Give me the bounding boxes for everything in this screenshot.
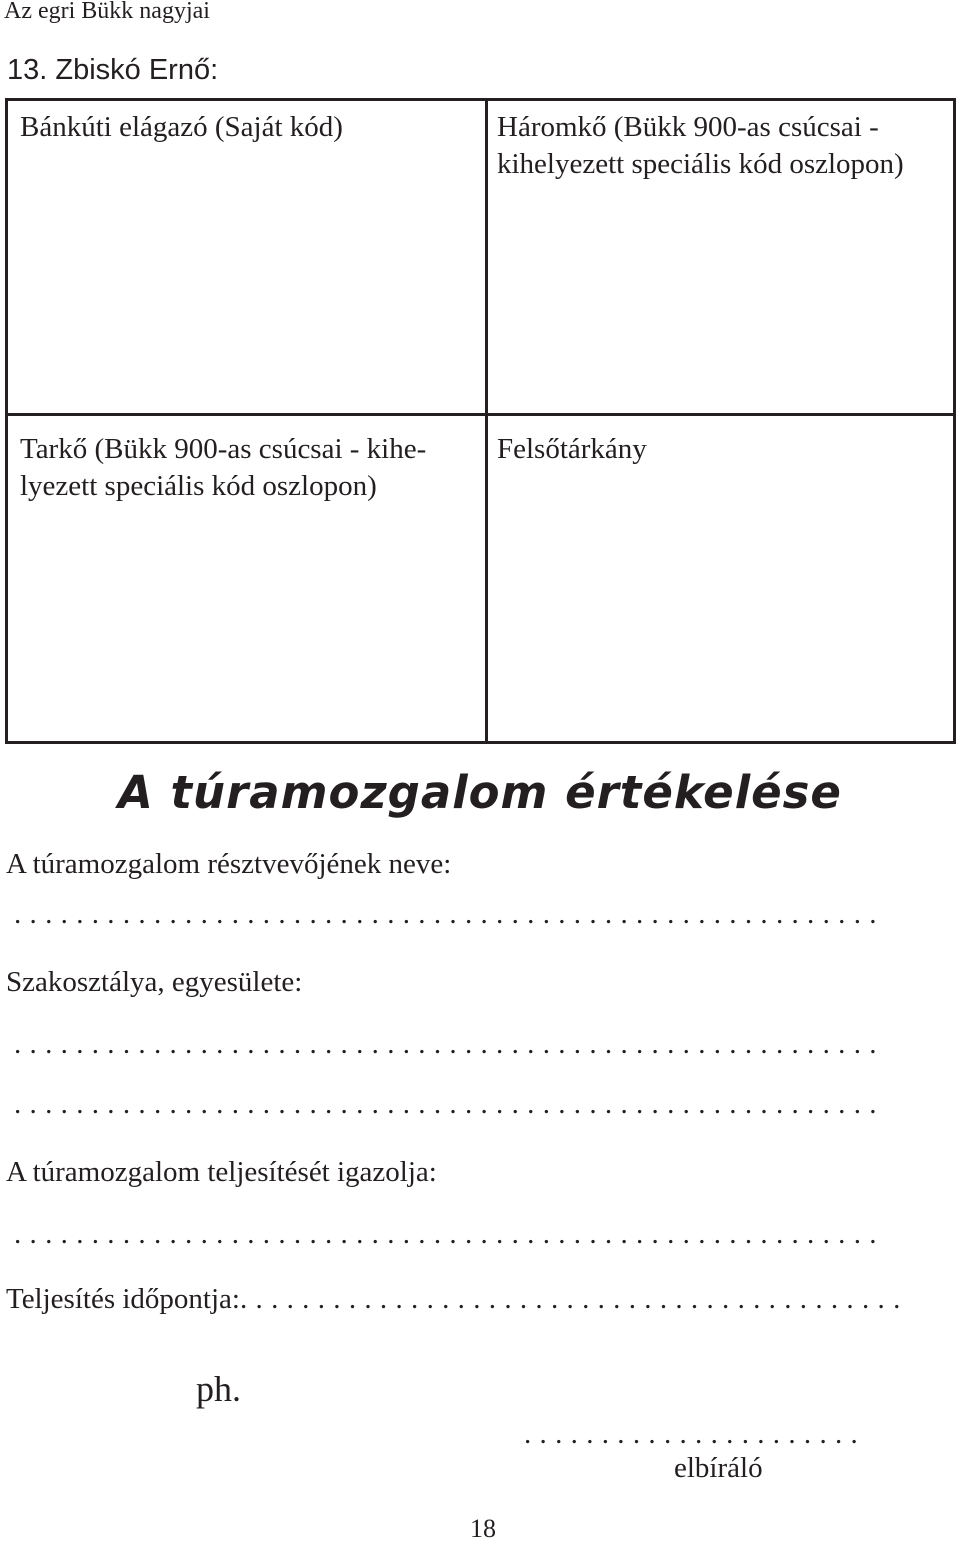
date-row xyxy=(6,1283,909,1316)
reviewer-label: elbíráló xyxy=(674,1452,763,1484)
checkpoint-cell-2: Háromkő (Bükk 900-as csúcsai - kihelyezett speciális kód oszlopon) xyxy=(497,111,904,180)
date-field[interactable]: ........................................... xyxy=(239,1283,909,1315)
checkpoint-cell-4: Felsőtárkány xyxy=(497,433,647,465)
participant-name-field[interactable]: ........................................................ xyxy=(14,898,885,930)
checkpoint-cell-3: Tarkő (Bükk 900-as csúcsai - kihe-lyezett speciális kód oszlopon) xyxy=(20,433,427,502)
running-header: Az egri Bükk nagyjai xyxy=(4,0,210,24)
page-number: 18 xyxy=(470,1514,496,1543)
participant-label: A túramozgalom résztvevőjének neve: xyxy=(6,848,452,880)
grid-divider-horizontal xyxy=(8,413,953,416)
stamp-label: ph. xyxy=(196,1369,241,1409)
grid-divider-vertical xyxy=(485,101,488,741)
club-field-line-2[interactable]: ........................................................ xyxy=(14,1088,885,1120)
club-label: Szakosztálya, egyesülete: xyxy=(6,966,303,998)
certify-field[interactable]: ........................................................ xyxy=(14,1218,885,1250)
certify-label: A túramozgalom teljesítését igazolja: xyxy=(6,1156,437,1188)
checkpoint-grid xyxy=(5,98,956,744)
section-title: 13. Zbiskó Ernő: xyxy=(7,54,219,86)
club-field-line-1[interactable]: ........................................................ xyxy=(14,1028,885,1060)
signature-field[interactable]: ...................... xyxy=(524,1418,867,1450)
date-label: Teljesítés időpontja: xyxy=(6,1283,240,1315)
checkpoint-cell-1: Bánkúti elágazó (Saját kód) xyxy=(20,111,343,143)
evaluation-title: A túramozgalom értékelése xyxy=(118,766,842,819)
